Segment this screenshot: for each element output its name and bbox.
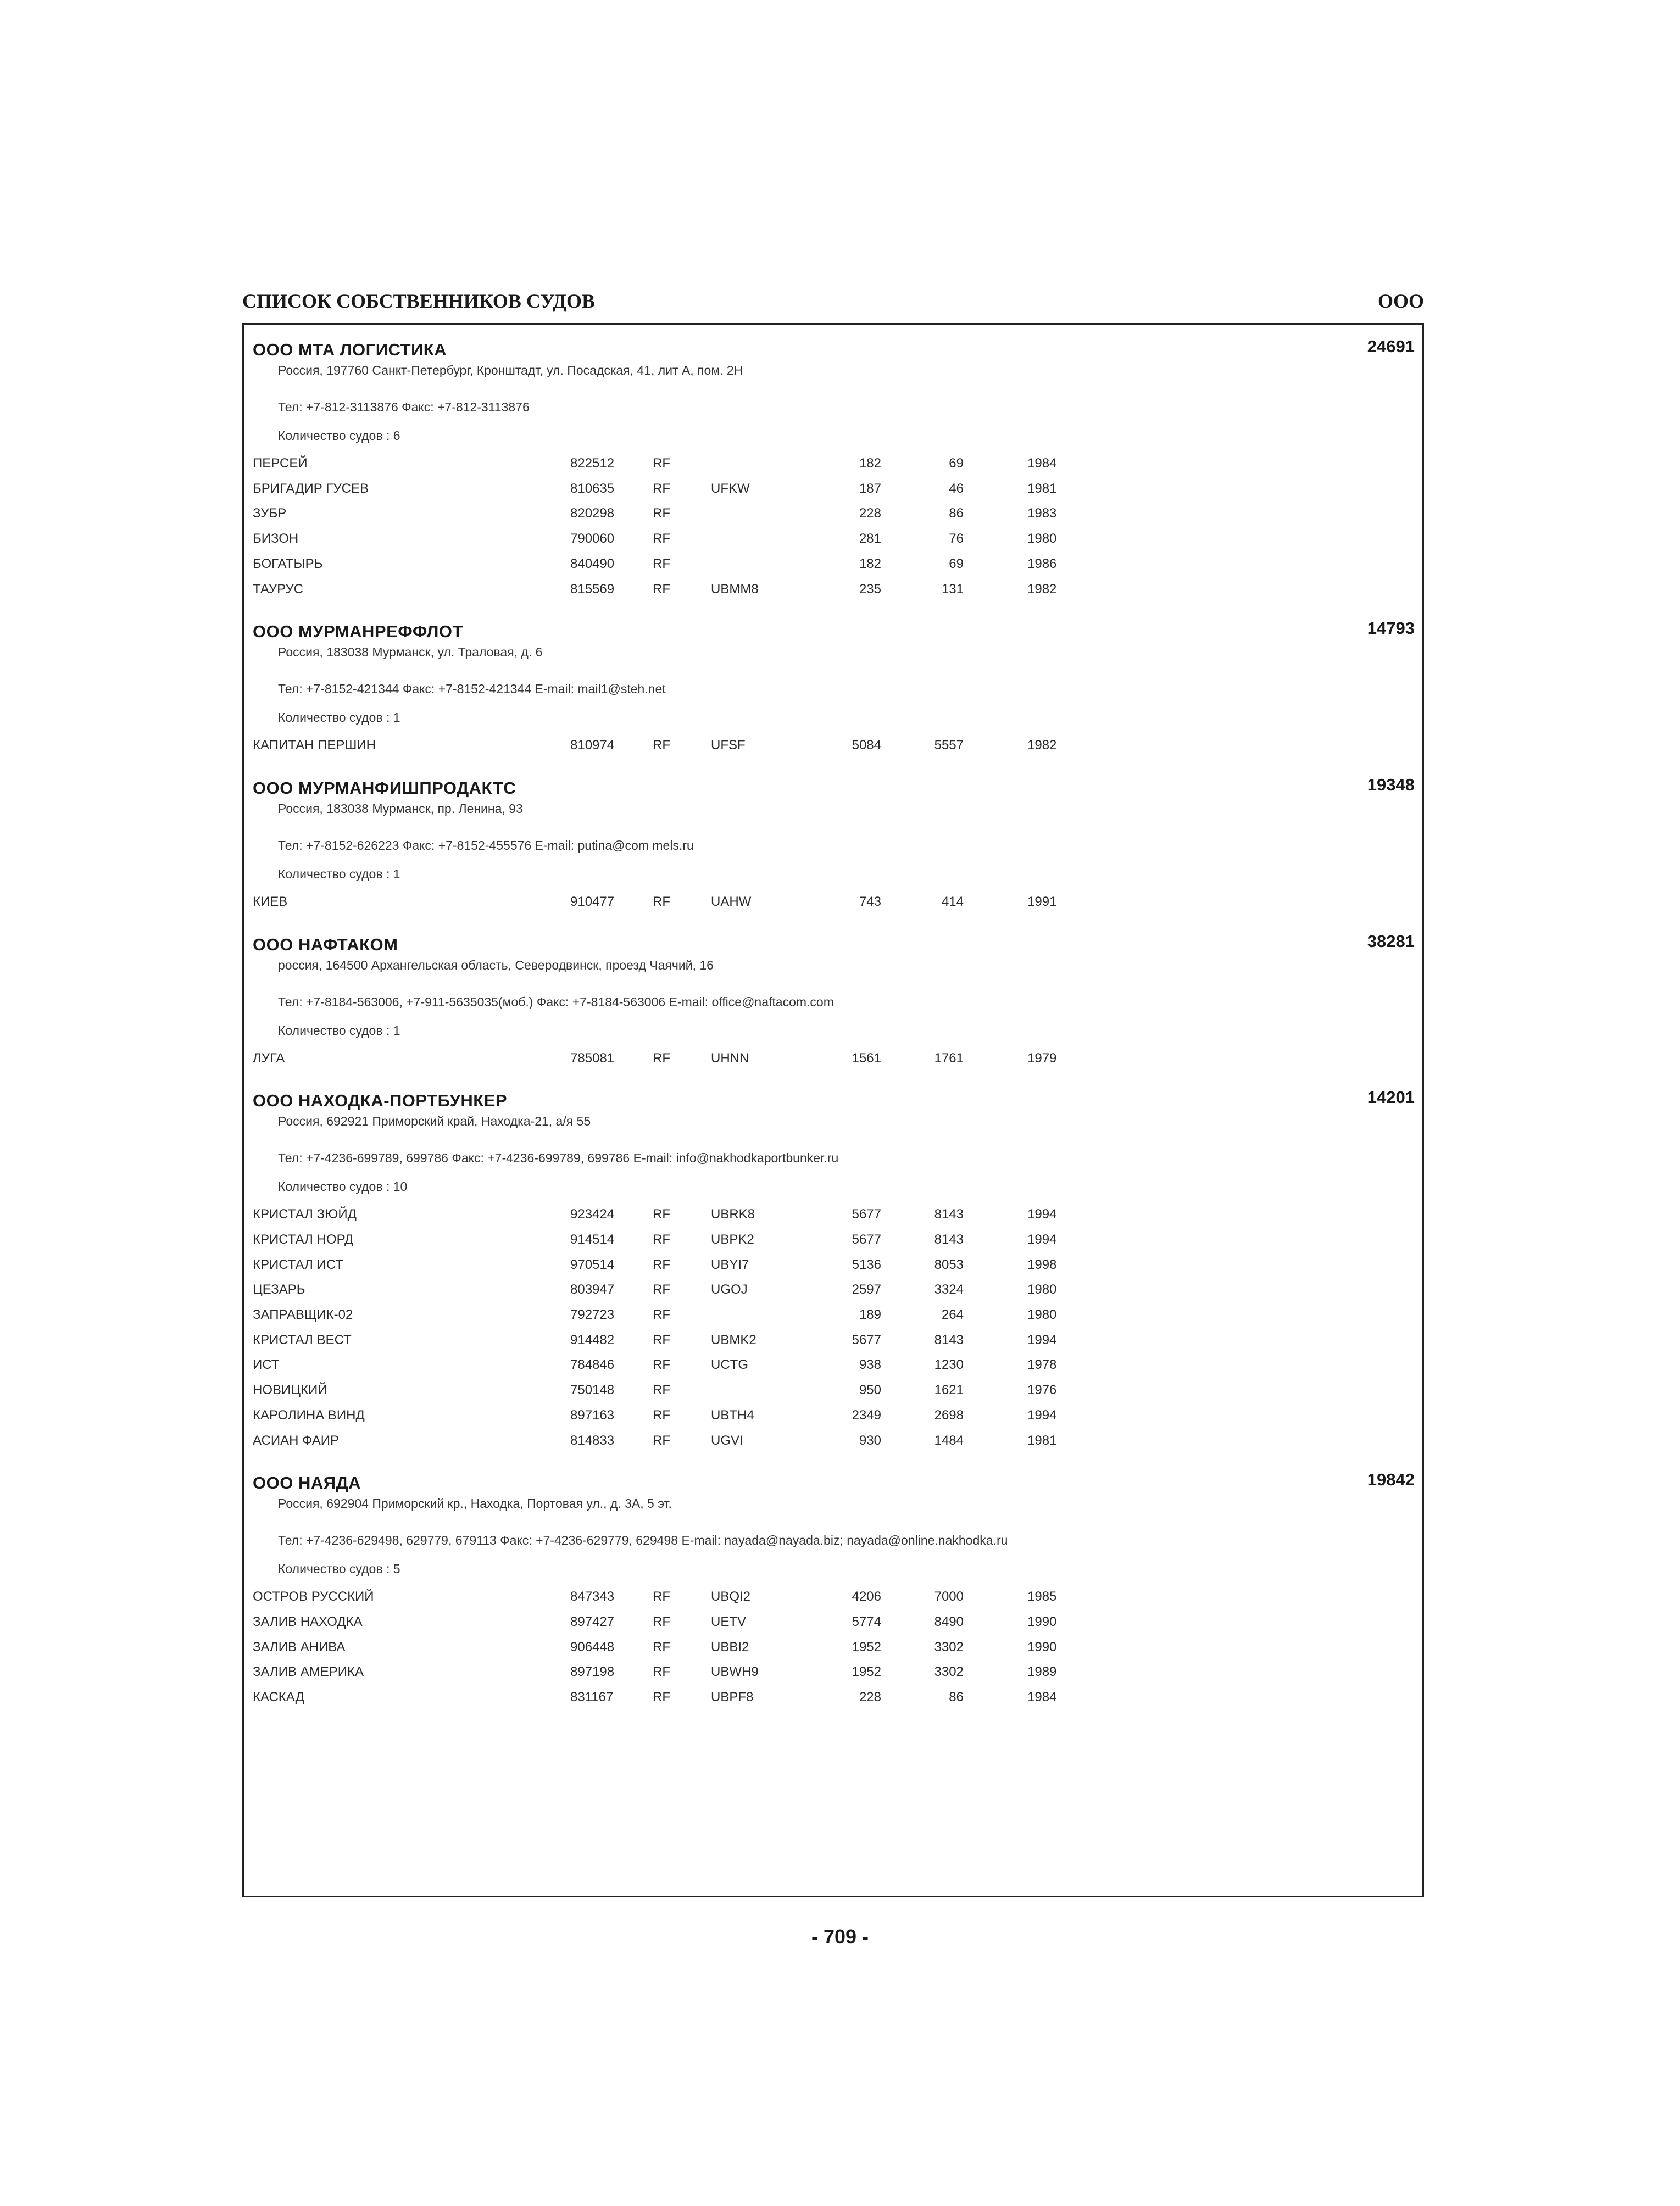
vessel-name: ЗАЛИВ НАХОДКА: [253, 1614, 363, 1629]
vessel-imo: 820298: [570, 506, 615, 521]
owner-name: ООО МТА ЛОГИСТИКА: [253, 340, 447, 359]
vessel-row: [244, 1589, 1422, 1611]
vessel-deadweight: 8143: [934, 1332, 964, 1347]
vessel-call-sign: UGOJ: [711, 1282, 748, 1297]
vessel-gross-tonnage: 228: [859, 1690, 881, 1705]
vessel-year: 1990: [1027, 1639, 1057, 1654]
vessel-name: КИЕВ: [253, 894, 288, 909]
vessel-year: 1980: [1027, 531, 1057, 547]
vessel-year: 1982: [1027, 738, 1057, 753]
vessel-deadweight: 69: [949, 556, 964, 571]
vessel-call-sign: UBWH9: [711, 1664, 759, 1680]
vessel-flag: RF: [653, 531, 670, 547]
vessel-flag: RF: [653, 1332, 670, 1347]
vessel-year: 1984: [1027, 1690, 1057, 1705]
owner-name: ООО МУРМАНФИШПРОДАКТС: [253, 778, 516, 798]
vessel-flag: RF: [653, 894, 670, 909]
vessel-gross-tonnage: 5136: [852, 1257, 881, 1272]
vessel-gross-tonnage: 281: [859, 531, 881, 547]
vessel-deadweight: 3302: [934, 1639, 964, 1654]
owner-name: ООО МУРМАНРЕФФЛОТ: [253, 622, 463, 642]
vessel-imo: 815569: [570, 581, 615, 597]
vessel-call-sign: UBBI2: [711, 1639, 749, 1654]
vessel-imo: 750148: [570, 1383, 615, 1398]
vessel-imo: 803947: [570, 1282, 615, 1297]
vessel-flag: RF: [653, 456, 670, 471]
vessel-deadweight: 8490: [934, 1614, 964, 1629]
vessel-deadweight: 7000: [934, 1589, 964, 1605]
vessel-count: Количество судов : 6: [278, 428, 400, 443]
vessel-call-sign: UBRK8: [711, 1207, 755, 1222]
vessel-call-sign: UBMM8: [711, 581, 759, 597]
vessel-imo: 792723: [570, 1307, 615, 1323]
vessel-gross-tonnage: 182: [859, 456, 881, 471]
vessel-gross-tonnage: 2349: [852, 1407, 881, 1423]
vessel-row: [244, 582, 1422, 604]
vessel-imo: 923424: [570, 1207, 615, 1222]
vessel-imo: 810974: [570, 738, 615, 753]
vessel-flag: RF: [653, 1407, 670, 1423]
vessel-imo: 847343: [570, 1589, 615, 1605]
vessel-row: [244, 1408, 1422, 1430]
vessel-imo: 914514: [570, 1232, 615, 1247]
vessel-name: АСИАН ФАИР: [253, 1433, 340, 1448]
owner-name: ООО НАФТАКОМ: [253, 934, 398, 954]
vessel-row: [244, 1207, 1422, 1229]
vessel-count: Количество судов : 10: [278, 1179, 408, 1194]
vessel-year: 1980: [1027, 1307, 1057, 1323]
vessel-imo: 970514: [570, 1257, 615, 1272]
vessel-count: Количество судов : 1: [278, 866, 400, 881]
vessel-count: Количество судов : 1: [278, 1023, 400, 1038]
vessel-name: ЗУБР: [253, 506, 287, 521]
vessel-flag: RF: [653, 481, 670, 496]
vessel-call-sign: UBMK2: [711, 1332, 756, 1347]
vessel-name: НОВИЦКИЙ: [253, 1383, 327, 1398]
owner-address: Россия, 197760 Санкт-Петербург, Кронштадт, ул. Посадская, 41, лит А, пом. 2Н: [278, 363, 743, 377]
vessel-deadweight: 3302: [934, 1664, 964, 1680]
vessel-gross-tonnage: 4206: [852, 1589, 881, 1605]
vessel-gross-tonnage: 182: [859, 556, 881, 571]
vessel-name: КАРОЛИНА ВИНД: [253, 1407, 365, 1423]
vessel-row: [244, 1282, 1422, 1304]
vessel-row: [244, 1307, 1422, 1329]
vessel-deadweight: 3324: [934, 1282, 964, 1297]
vessel-gross-tonnage: 2597: [852, 1282, 881, 1297]
vessel-year: 1994: [1027, 1332, 1057, 1347]
vessel-name: ТАУРУС: [253, 581, 304, 597]
vessel-row: [244, 1664, 1422, 1686]
vessel-year: 1986: [1027, 556, 1057, 571]
owner-contacts: Тел: +7-8184-563006, +7-911-5635035(моб.) Факс: +7-8184-563006 E-mail: office@naftacom.com: [278, 994, 834, 1009]
vessel-flag: RF: [653, 1639, 670, 1654]
owners-list-frame: [242, 323, 1424, 1897]
owner-name: ООО НАЯДА: [253, 1473, 361, 1493]
vessel-year: 1983: [1027, 506, 1057, 521]
vessel-year: 1994: [1027, 1407, 1057, 1423]
vessel-year: 1981: [1027, 1433, 1057, 1448]
vessel-call-sign: UBPF8: [711, 1690, 754, 1705]
vessel-count: Количество судов : 5: [278, 1562, 400, 1576]
vessel-imo: 914482: [570, 1332, 615, 1347]
vessel-gross-tonnage: 228: [859, 506, 881, 521]
vessel-year: 1985: [1027, 1589, 1057, 1605]
vessel-row: [244, 1640, 1422, 1662]
vessel-gross-tonnage: 235: [859, 581, 881, 597]
vessel-deadweight: 8143: [934, 1232, 964, 1247]
vessel-name: ЗАЛИВ АНИВА: [253, 1639, 346, 1654]
vessel-deadweight: 86: [949, 506, 964, 521]
owner-id: 24691: [1367, 337, 1415, 356]
owner-address: россия, 164500 Архангельская область, Северодвинск, проезд Чаячий, 16: [278, 957, 714, 972]
vessel-imo: 831167: [570, 1690, 614, 1705]
vessel-gross-tonnage: 5084: [852, 738, 881, 753]
vessel-call-sign: UFKW: [711, 481, 750, 496]
owner-id: 14201: [1367, 1088, 1415, 1107]
vessel-flag: RF: [653, 1257, 670, 1272]
vessel-row: [244, 506, 1422, 528]
vessel-gross-tonnage: 950: [859, 1383, 881, 1398]
vessel-imo: 814833: [570, 1433, 615, 1448]
page-number: - 709 -: [811, 1925, 869, 1948]
vessel-year: 1984: [1027, 456, 1057, 471]
vessel-flag: RF: [653, 1232, 670, 1247]
vessel-imo: 906448: [570, 1639, 615, 1654]
vessel-name: КРИСТАЛ ЗЮЙД: [253, 1207, 357, 1222]
vessel-deadweight: 8053: [934, 1257, 964, 1272]
vessel-gross-tonnage: 743: [859, 894, 881, 909]
vessel-deadweight: 414: [941, 894, 964, 909]
vessel-call-sign: UHNN: [711, 1050, 749, 1066]
page-title: СПИСОК СОБСТВЕННИКОВ СУДОВ: [242, 290, 596, 312]
vessel-row: [244, 531, 1422, 553]
vessel-deadweight: 5557: [934, 738, 964, 753]
vessel-flag: RF: [653, 556, 670, 571]
vessel-flag: RF: [653, 1664, 670, 1680]
vessel-gross-tonnage: 1952: [852, 1639, 881, 1654]
vessel-deadweight: 1761: [934, 1050, 964, 1066]
vessel-gross-tonnage: 189: [859, 1307, 881, 1323]
vessel-imo: 897198: [570, 1664, 615, 1680]
vessel-deadweight: 76: [949, 531, 964, 547]
vessel-gross-tonnage: 187: [859, 481, 881, 496]
vessel-call-sign: UETV: [711, 1614, 747, 1629]
vessel-year: 1980: [1027, 1282, 1057, 1297]
vessel-call-sign: UAHW: [711, 894, 752, 909]
vessel-call-sign: UBQI2: [711, 1589, 751, 1605]
vessel-deadweight: 46: [949, 481, 964, 496]
owner-id: 19348: [1367, 775, 1415, 794]
vessel-row: [244, 894, 1422, 916]
vessel-name: БРИГАДИР ГУСЕВ: [253, 481, 369, 496]
vessel-year: 1981: [1027, 481, 1057, 496]
owner-contacts: Тел: +7-4236-629498, 629779, 679113 Факс: +7-4236-629779, 629498 E-mail: nayada@nayada.biz; nayada@online.nakhodka.ru: [278, 1533, 1008, 1548]
vessel-name: КРИСТАЛ ИСТ: [253, 1257, 344, 1272]
owner-id: 19842: [1367, 1470, 1415, 1490]
vessel-flag: RF: [653, 1433, 670, 1448]
vessel-name: ЗАПРАВЩИК-02: [253, 1307, 353, 1323]
vessel-row: [244, 1257, 1422, 1279]
vessel-imo: 840490: [570, 556, 615, 571]
vessel-imo: 897427: [570, 1614, 615, 1629]
owner-contacts: Тел: +7-8152-626223 Факс: +7-8152-455576 E-mail: putina@com mels.ru: [278, 838, 694, 853]
owner-address: Россия, 183038 Мурманск, ул. Траловая, д. 6: [278, 645, 543, 660]
vessel-flag: RF: [653, 1383, 670, 1398]
vessel-name: БИЗОН: [253, 531, 299, 547]
vessel-gross-tonnage: 938: [859, 1357, 881, 1373]
vessel-call-sign: UBTH4: [711, 1407, 754, 1423]
vessel-imo: 822512: [570, 456, 615, 471]
vessel-gross-tonnage: 5677: [852, 1207, 881, 1222]
owner-contacts: Тел: +7-4236-699789, 699786 Факс: +7-4236-699789, 699786 E-mail: info@nakhodkaportbunker.ru: [278, 1151, 839, 1166]
vessel-flag: RF: [653, 1207, 670, 1222]
vessel-name: ПЕРСЕЙ: [253, 456, 308, 471]
vessel-year: 1978: [1027, 1357, 1057, 1373]
owner-address: Россия, 183038 Мурманск, пр. Ленина, 93: [278, 801, 523, 816]
section-label: ООО: [1377, 290, 1424, 312]
vessel-row: [244, 556, 1422, 578]
vessel-year: 1982: [1027, 581, 1057, 597]
vessel-deadweight: 8143: [934, 1207, 964, 1222]
vessel-gross-tonnage: 1561: [852, 1050, 881, 1066]
vessel-name: БОГАТЫРЬ: [253, 556, 323, 571]
vessel-deadweight: 264: [941, 1307, 964, 1323]
vessel-flag: RF: [653, 1282, 670, 1297]
vessel-flag: RF: [653, 1307, 670, 1323]
vessel-name: ИСТ: [253, 1357, 280, 1373]
owner-id: 38281: [1367, 931, 1415, 951]
vessel-imo: 810635: [570, 481, 615, 496]
vessel-gross-tonnage: 5677: [852, 1232, 881, 1247]
owner-address: Россия, 692921 Приморский край, Находка-21, а/я 55: [278, 1114, 591, 1129]
vessel-gross-tonnage: 5774: [852, 1614, 881, 1629]
vessel-row: [244, 1433, 1422, 1455]
vessel-name: ЦЕЗАРЬ: [253, 1282, 305, 1297]
vessel-imo: 784846: [570, 1357, 615, 1373]
owner-id: 14793: [1367, 619, 1415, 638]
vessel-call-sign: UCTG: [711, 1357, 748, 1373]
vessel-imo: 790060: [570, 531, 615, 547]
owner-contacts: Тел: +7-812-3113876 Факс: +7-812-3113876: [278, 400, 530, 414]
vessel-flag: RF: [653, 1690, 670, 1705]
vessel-call-sign: UBPK2: [711, 1232, 754, 1247]
vessel-row: [244, 1357, 1422, 1379]
owner-contacts: Тел: +7-8152-421344 Факс: +7-8152-421344 E-mail: mail1@steh.net: [278, 682, 666, 697]
vessel-imo: 910477: [570, 894, 615, 909]
vessel-row: [244, 456, 1422, 478]
vessel-name: ЗАЛИВ АМЕРИКА: [253, 1664, 364, 1680]
vessel-year: 1976: [1027, 1383, 1057, 1398]
vessel-flag: RF: [653, 506, 670, 521]
vessel-name: КРИСТАЛ НОРД: [253, 1232, 354, 1247]
vessel-count: Количество судов : 1: [278, 710, 400, 725]
vessel-row: [244, 1614, 1422, 1636]
page-header: [242, 289, 1424, 317]
vessel-flag: RF: [653, 1357, 670, 1373]
vessel-row: [244, 481, 1422, 503]
vessel-gross-tonnage: 930: [859, 1433, 881, 1448]
owner-name: ООО НАХОДКА-ПОРТБУНКЕР: [253, 1091, 508, 1111]
vessel-year: 1979: [1027, 1050, 1057, 1066]
vessel-gross-tonnage: 5677: [852, 1332, 881, 1347]
vessel-name: КРИСТАЛ ВЕСТ: [253, 1332, 352, 1347]
vessel-flag: RF: [653, 1589, 670, 1605]
vessel-deadweight: 69: [949, 456, 964, 471]
vessel-flag: RF: [653, 581, 670, 597]
vessel-deadweight: 1230: [934, 1357, 964, 1373]
vessel-row: [244, 1690, 1422, 1712]
vessel-call-sign: UBYI7: [711, 1257, 749, 1272]
vessel-year: 1989: [1027, 1664, 1057, 1680]
vessel-row: [244, 1232, 1422, 1254]
vessel-call-sign: UGVI: [711, 1433, 743, 1448]
vessel-flag: RF: [653, 738, 670, 753]
vessel-year: 1994: [1027, 1232, 1057, 1247]
vessel-deadweight: 2698: [934, 1407, 964, 1423]
vessel-deadweight: 131: [941, 581, 964, 597]
vessel-flag: RF: [653, 1614, 670, 1629]
vessel-row: [244, 1383, 1422, 1405]
vessel-gross-tonnage: 1952: [852, 1664, 881, 1680]
vessel-imo: 785081: [570, 1050, 615, 1066]
vessel-name: ЛУГА: [253, 1050, 285, 1066]
vessel-deadweight: 1621: [934, 1383, 964, 1398]
vessel-row: [244, 1051, 1422, 1073]
vessel-deadweight: 86: [949, 1690, 964, 1705]
vessel-row: [244, 1333, 1422, 1355]
owner-address: Россия, 692904 Приморский кр., Находка, Портовая ул., д. 3А, 5 эт.: [278, 1496, 672, 1511]
vessel-call-sign: UFSF: [711, 738, 746, 753]
vessel-deadweight: 1484: [934, 1433, 964, 1448]
vessel-imo: 897163: [570, 1407, 615, 1423]
vessel-flag: RF: [653, 1050, 670, 1066]
vessel-row: [244, 738, 1422, 760]
vessel-year: 1990: [1027, 1614, 1057, 1629]
vessel-year: 1994: [1027, 1207, 1057, 1222]
vessel-year: 1998: [1027, 1257, 1057, 1272]
vessel-year: 1991: [1027, 894, 1057, 909]
vessel-name: КАСКАД: [253, 1690, 304, 1705]
vessel-name: КАПИТАН ПЕРШИН: [253, 738, 376, 753]
vessel-name: ОСТРОВ РУССКИЙ: [253, 1589, 374, 1605]
